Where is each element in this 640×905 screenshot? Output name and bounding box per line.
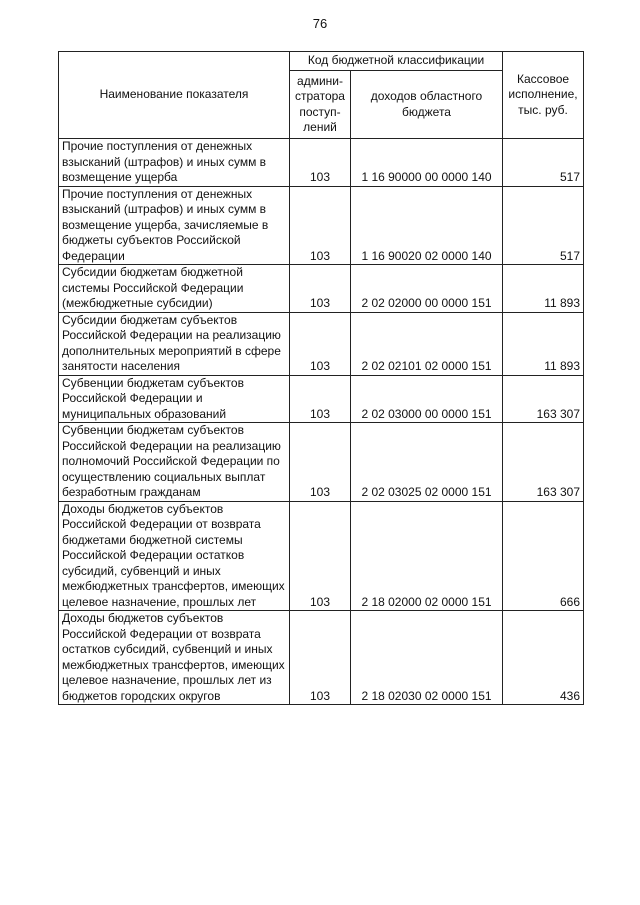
- table-row: [59, 186, 584, 265]
- header-budget-code: Код бюджетной классификации: [290, 52, 503, 71]
- row-amount: 436: [503, 611, 584, 705]
- row-income-code: 2 02 02000 00 0000 151: [351, 265, 503, 313]
- row-name: Субсидии бюджетам субъектов Российской Федерации на реализацию дополнительных мероприятий в сфере занятости населения: [59, 312, 290, 375]
- row-name: Субсидии бюджетам бюджетной системы Российской Федерации (межбюджетные субсидии): [59, 265, 290, 313]
- header-administrator-code: админи-стратора поступ-лений: [290, 71, 351, 139]
- row-income-code: 2 02 03025 02 0000 151: [351, 423, 503, 502]
- row-name: Доходы бюджетов субъектов Российской Федерации от возврата бюджетами бюджетной системы Российской Федерации остатков субсидий, субвенций и иных межбюджетных трансфертов, имеющих целевое назначение, прошлых лет: [59, 501, 290, 611]
- row-income-code: 2 02 03000 00 0000 151: [351, 375, 503, 423]
- row-admin-code: 103: [290, 501, 351, 611]
- row-income-code: 2 18 02000 02 0000 151: [351, 501, 503, 611]
- row-admin-code: 103: [290, 265, 351, 313]
- row-amount: 163 307: [503, 375, 584, 423]
- table-row: [59, 139, 584, 187]
- table-row: [59, 265, 584, 313]
- row-name: Доходы бюджетов субъектов Российской Федерации от возврата остатков субсидий, субвенций и иных межбюджетных трансфертов, имеющих целевое назначение, прошлых лет из бюджетов городских округов: [59, 611, 290, 705]
- header-indicator-name: Наименование показателя: [59, 52, 290, 139]
- row-income-code: 2 02 02101 02 0000 151: [351, 312, 503, 375]
- row-admin-code: 103: [290, 312, 351, 375]
- table-row: [59, 423, 584, 502]
- header-cash-execution: Кассовое исполнение, тыс. руб.: [503, 52, 584, 139]
- row-name: Субвенции бюджетам субъектов Российской Федерации на реализацию полномочий Российской Федерации по осуществлению социальных выплат безработным гражданам: [59, 423, 290, 502]
- row-amount: 11 893: [503, 312, 584, 375]
- row-amount: 163 307: [503, 423, 584, 502]
- table-row: [59, 312, 584, 375]
- row-income-code: 2 18 02030 02 0000 151: [351, 611, 503, 705]
- row-admin-code: 103: [290, 186, 351, 265]
- row-name: Субвенции бюджетам субъектов Российской Федерации и муниципальных образований: [59, 375, 290, 423]
- row-income-code: 1 16 90020 02 0000 140: [351, 186, 503, 265]
- budget-table: [58, 51, 584, 705]
- row-admin-code: 103: [290, 139, 351, 187]
- header-income-code: доходов областного бюджета: [351, 71, 503, 139]
- table-row: [59, 501, 584, 611]
- row-amount: 517: [503, 186, 584, 265]
- row-income-code: 1 16 90000 00 0000 140: [351, 139, 503, 187]
- row-name: Прочие поступления от денежных взысканий (штрафов) и иных сумм в возмещение ущерба, зачисляемые в бюджеты субъектов Российской Федерации: [59, 186, 290, 265]
- row-amount: 11 893: [503, 265, 584, 313]
- table-row: [59, 611, 584, 705]
- page-number: 76: [312, 16, 328, 31]
- row-amount: 517: [503, 139, 584, 187]
- table-row: [59, 375, 584, 423]
- row-name: Прочие поступления от денежных взысканий (штрафов) и иных сумм в возмещение ущерба: [59, 139, 290, 187]
- row-admin-code: 103: [290, 611, 351, 705]
- row-admin-code: 103: [290, 375, 351, 423]
- row-amount: 666: [503, 501, 584, 611]
- row-admin-code: 103: [290, 423, 351, 502]
